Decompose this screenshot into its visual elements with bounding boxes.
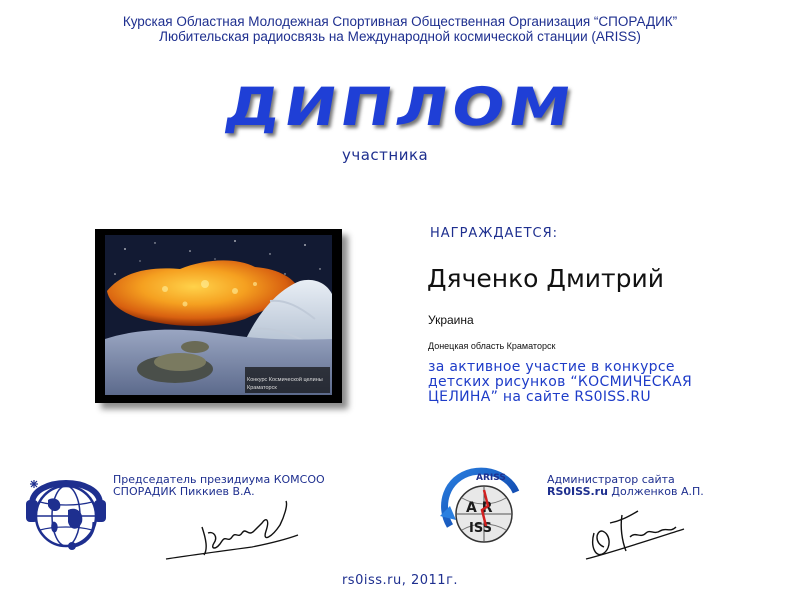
left-signatory-title bbox=[113, 474, 325, 498]
award-reason-line3: ЦЕЛИНА” на сайте RS0ISS.RU bbox=[428, 389, 651, 405]
headphones-globe-icon bbox=[24, 460, 108, 552]
left-signature bbox=[162, 497, 302, 571]
artwork-image bbox=[95, 229, 342, 403]
award-reason-line2: детских рисунков “КОСМИЧЕСКАЯ bbox=[428, 374, 692, 390]
artwork-caption-1: Конкурс Космической целины bbox=[247, 377, 323, 383]
ariss-top-text: ARISS bbox=[476, 473, 506, 483]
artwork-frame bbox=[95, 229, 342, 403]
award-reason bbox=[428, 360, 768, 405]
recipient-region: Донецкая область Краматорск bbox=[428, 341, 556, 351]
header-org-line: Курская Областная Молодежная Спортивная Общественная Организация “СПОРАДИК” bbox=[122, 14, 678, 29]
artwork-caption-2: Краматорск bbox=[247, 385, 277, 391]
diploma-subtitle: участника bbox=[342, 146, 429, 164]
right-signature bbox=[580, 503, 690, 573]
award-reason-line1: за активное участие в конкурсе bbox=[428, 359, 675, 375]
diploma-title: ДИПЛОМ bbox=[220, 75, 580, 138]
ariss-logo bbox=[436, 466, 526, 554]
handwritten-signature-right bbox=[580, 503, 690, 569]
header-ariss-line: Любительская радиосвязь на Международной космической станции (ARISS) bbox=[159, 29, 641, 44]
right-signatory-line2 bbox=[547, 486, 704, 498]
left-signatory-line2: СПОРАДИК Пиккиев В.А. bbox=[113, 485, 255, 498]
recipient-country: Украина bbox=[428, 313, 474, 327]
handwritten-signature-left bbox=[162, 497, 302, 567]
awarded-label: НАГРАЖДАЕТСЯ: bbox=[430, 226, 559, 241]
right-signatory-name: Долженков А.П. bbox=[607, 485, 704, 498]
sporadic-emblem bbox=[24, 460, 108, 556]
ariss-letters-top: A R bbox=[466, 500, 493, 516]
left-signatory-line1: Председатель президиума КОМСОО bbox=[113, 473, 325, 486]
recipient-name: Дяченко Дмитрий bbox=[427, 264, 664, 293]
right-signatory-title bbox=[547, 474, 704, 498]
site-name: RS0ISS.ru bbox=[547, 485, 608, 498]
ariss-letters-bottom: ISS bbox=[469, 521, 492, 536]
right-signatory-line1: Администратор сайта bbox=[547, 473, 675, 486]
ariss-globe-icon bbox=[436, 466, 526, 550]
footer-site-year: rs0iss.ru, 2011г. bbox=[341, 573, 459, 588]
